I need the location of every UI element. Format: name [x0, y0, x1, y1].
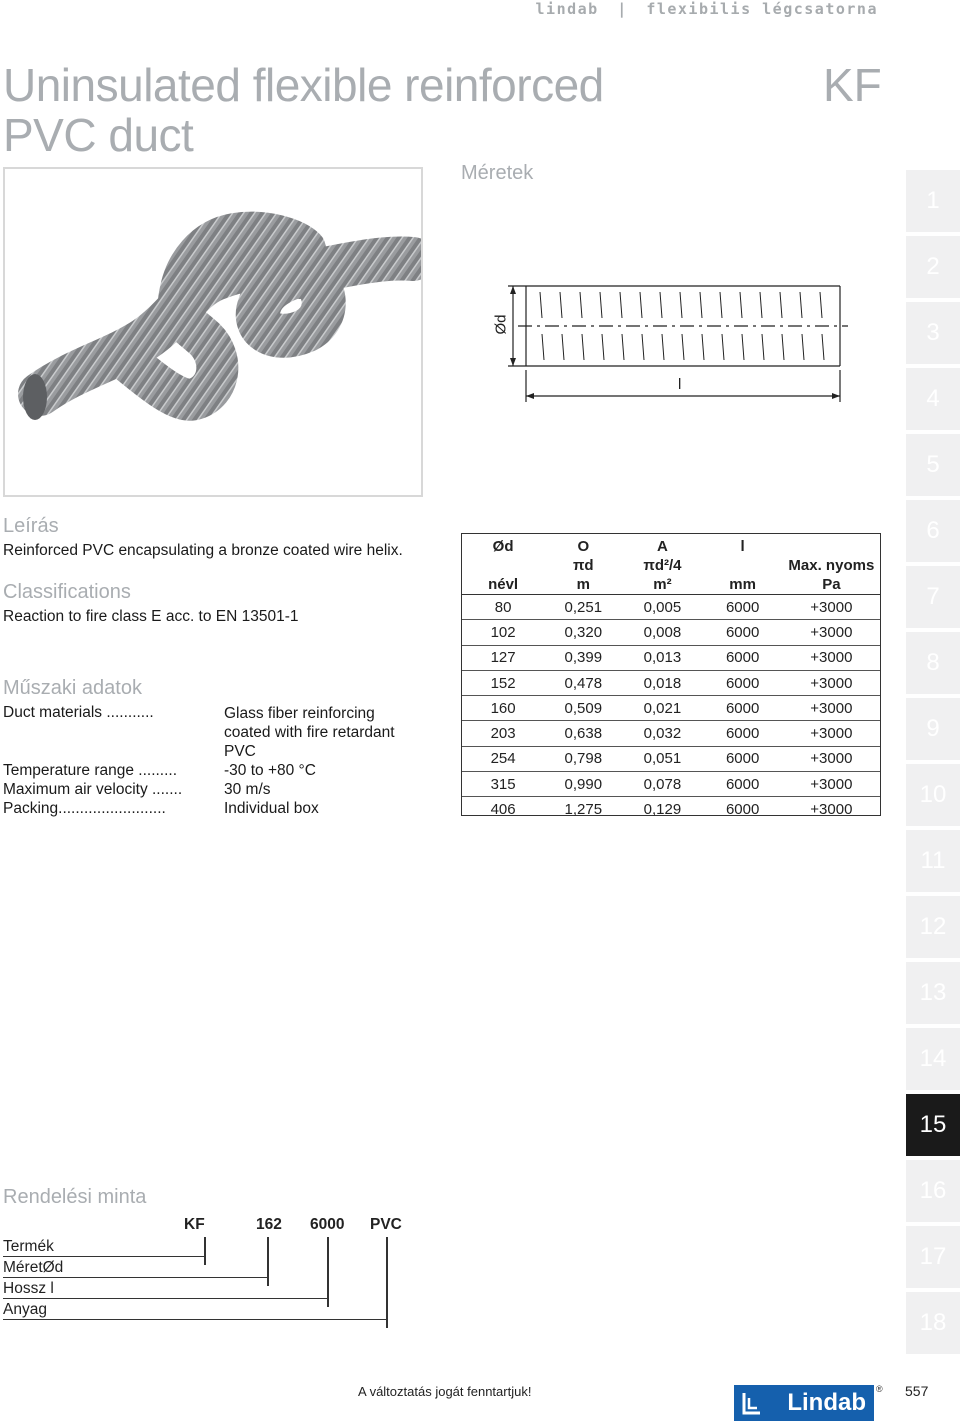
chapter-tabs	[906, 170, 960, 1358]
table-header-cell: m	[576, 576, 590, 593]
table-header-cell: Max. nyoms	[788, 557, 875, 574]
table-cell: 406	[462, 797, 544, 822]
logo-text: Lindab	[787, 1389, 866, 1416]
header-separator: |	[617, 0, 628, 18]
table-cell: +3000	[783, 696, 880, 721]
technical-row	[3, 704, 423, 760]
order-label-size: MéretØd	[3, 1259, 268, 1278]
technical-row	[3, 762, 423, 781]
table-cell: 127	[462, 645, 544, 670]
table-cell: 1,275	[544, 797, 622, 822]
table-header-cell: m²	[653, 576, 672, 593]
table-header-cell	[783, 534, 880, 556]
technical-value: -30 to +80 °C	[224, 762, 316, 779]
technical-label: Maximum air velocity .......	[3, 781, 183, 798]
table-cell: +3000	[783, 746, 880, 771]
chapter-tab-8[interactable]: 8	[906, 632, 960, 694]
classifications-text: Reaction to fire class E acc. to EN 13501-1	[3, 608, 299, 625]
table-cell: +3000	[783, 620, 880, 645]
length-label: l	[678, 376, 682, 393]
table-cell: 6000	[703, 620, 783, 645]
chapter-tab-17[interactable]: 17	[906, 1226, 960, 1288]
description-heading: Leírás	[3, 515, 59, 537]
registered-mark: ®	[876, 1384, 883, 1394]
order-label-product: Termék	[3, 1238, 205, 1257]
table-cell: 254	[462, 746, 544, 771]
table-cell: 0,013	[622, 645, 702, 670]
table-row	[462, 696, 880, 721]
table-header-cell: πd	[572, 557, 594, 574]
chapter-tab-16[interactable]: 16	[906, 1160, 960, 1222]
table-cell: 0,478	[544, 670, 622, 695]
technical-value: 30 m/s	[224, 781, 271, 798]
dimensions-table	[461, 533, 881, 819]
table-row	[462, 620, 880, 645]
technical-value: Individual box	[224, 800, 319, 817]
chapter-tab-14[interactable]: 14	[906, 1028, 960, 1090]
table-header-cell	[703, 556, 783, 575]
header-brand: lindab	[535, 0, 599, 18]
chapter-tab-4[interactable]: 4	[906, 368, 960, 430]
table-cell: 0,021	[622, 696, 702, 721]
chapter-tab-10[interactable]: 10	[906, 764, 960, 826]
table-header-cell: πd²/4	[643, 557, 682, 574]
technical-label: Temperature range .........	[3, 762, 178, 779]
table-cell: +3000	[783, 797, 880, 822]
chapter-tab-1[interactable]: 1	[906, 170, 960, 232]
technical-label: Packing.........................	[3, 800, 166, 817]
technical-heading: Műszaki adatok	[3, 677, 142, 699]
table-header-cell: mm	[729, 576, 756, 593]
table-header-cell: Pa	[822, 576, 841, 593]
table-header-row	[462, 575, 880, 595]
technical-label: Duct materials ...........	[3, 704, 154, 721]
table-cell: 160	[462, 696, 544, 721]
order-heading: Rendelési minta	[3, 1186, 147, 1208]
table-cell: 6000	[703, 645, 783, 670]
chapter-tab-15[interactable]: 15	[906, 1094, 960, 1156]
chapter-tab-9[interactable]: 9	[906, 698, 960, 760]
table-cell: +3000	[783, 721, 880, 746]
order-code-size: 162	[256, 1216, 282, 1233]
table-cell: 0,251	[544, 595, 622, 620]
table-cell: 6000	[703, 746, 783, 771]
table-cell: 6000	[703, 797, 783, 822]
footer-note: A változtatás jogát fenntartjuk!	[358, 1384, 532, 1399]
table-cell: 0,078	[622, 772, 702, 797]
table-cell: 0,051	[622, 746, 702, 771]
table-cell: +3000	[783, 772, 880, 797]
duct-illustration	[5, 169, 421, 495]
order-label-length: Hossz l	[3, 1280, 328, 1299]
technical-value: Glass fiber reinforcing coated with fire retardant PVC	[224, 705, 395, 760]
order-label-material: Anyag	[3, 1301, 387, 1320]
product-photo	[3, 167, 423, 497]
table-header-row	[462, 556, 880, 575]
table-cell: 0,005	[622, 595, 702, 620]
chapter-tab-13[interactable]: 13	[906, 962, 960, 1024]
table-row	[462, 645, 880, 670]
order-code-material: PVC	[370, 1216, 402, 1233]
page-number: 557	[905, 1383, 929, 1399]
table-cell: 0,018	[622, 670, 702, 695]
table-cell: 0,399	[544, 645, 622, 670]
table-cell: 6000	[703, 595, 783, 620]
order-diagram	[0, 1210, 420, 1325]
chapter-tab-12[interactable]: 12	[906, 896, 960, 958]
chapter-tab-2[interactable]: 2	[906, 236, 960, 298]
diameter-label: Ød	[492, 314, 510, 335]
table-row	[462, 595, 880, 620]
title-line1: Uninsulated flexible reinforced	[3, 59, 604, 111]
chapter-tab-5[interactable]: 5	[906, 434, 960, 496]
table-cell: +3000	[783, 645, 880, 670]
table-row	[462, 797, 880, 822]
table-header-cell	[462, 556, 544, 575]
dimension-drawing	[488, 278, 858, 408]
chapter-tab-3[interactable]: 3	[906, 302, 960, 364]
product-code: KF	[823, 59, 882, 111]
table-row	[462, 670, 880, 695]
table-cell: 0,008	[622, 620, 702, 645]
chapter-tab-6[interactable]: 6	[906, 500, 960, 562]
table-cell: 0,129	[622, 797, 702, 822]
description-text: Reinforced PVC encapsulating a bronze coated wire helix.	[3, 542, 403, 559]
table-cell: +3000	[783, 670, 880, 695]
table-cell: 0,990	[544, 772, 622, 797]
table-cell: 315	[462, 772, 544, 797]
chapter-tab-11[interactable]: 11	[906, 830, 960, 892]
table-cell: 0,509	[544, 696, 622, 721]
table-header-cell: l	[740, 538, 745, 555]
table-header-cell: O	[577, 538, 590, 555]
title-line2: PVC duct	[3, 109, 194, 161]
table-row	[462, 721, 880, 746]
order-code-product: KF	[184, 1216, 205, 1233]
table-body	[462, 595, 880, 822]
technical-row	[3, 800, 423, 819]
chapter-tab-7[interactable]: 7	[906, 566, 960, 628]
lindab-logo-icon	[740, 1389, 764, 1417]
table-row	[462, 772, 880, 797]
classifications-heading: Classifications	[3, 581, 131, 603]
table-cell: 0,032	[622, 721, 702, 746]
header-section: flexibilis légcsatorna	[646, 0, 878, 18]
table-row	[462, 746, 880, 771]
table-cell: +3000	[783, 595, 880, 620]
table-cell: 6000	[703, 772, 783, 797]
table-cell: 0,320	[544, 620, 622, 645]
table-cell: 80	[462, 595, 544, 620]
page-header	[536, 0, 878, 18]
table-header-cell: Ød	[492, 538, 514, 555]
page-title	[3, 60, 604, 160]
table-cell: 6000	[703, 670, 783, 695]
chapter-tab-18[interactable]: 18	[906, 1292, 960, 1354]
table-cell: 203	[462, 721, 544, 746]
table-cell: 102	[462, 620, 544, 645]
dimensions-heading: Méretek	[461, 162, 534, 184]
table-header-cell: A	[657, 538, 668, 555]
technical-data	[3, 704, 423, 819]
table-header-cell: névl	[488, 576, 519, 593]
table-header-row	[462, 534, 880, 556]
order-code-length: 6000	[310, 1216, 345, 1233]
table-cell: 0,798	[544, 746, 622, 771]
technical-row	[3, 781, 423, 800]
table-cell: 6000	[703, 696, 783, 721]
table-cell: 0,638	[544, 721, 622, 746]
table-cell: 152	[462, 670, 544, 695]
table-cell: 6000	[703, 721, 783, 746]
